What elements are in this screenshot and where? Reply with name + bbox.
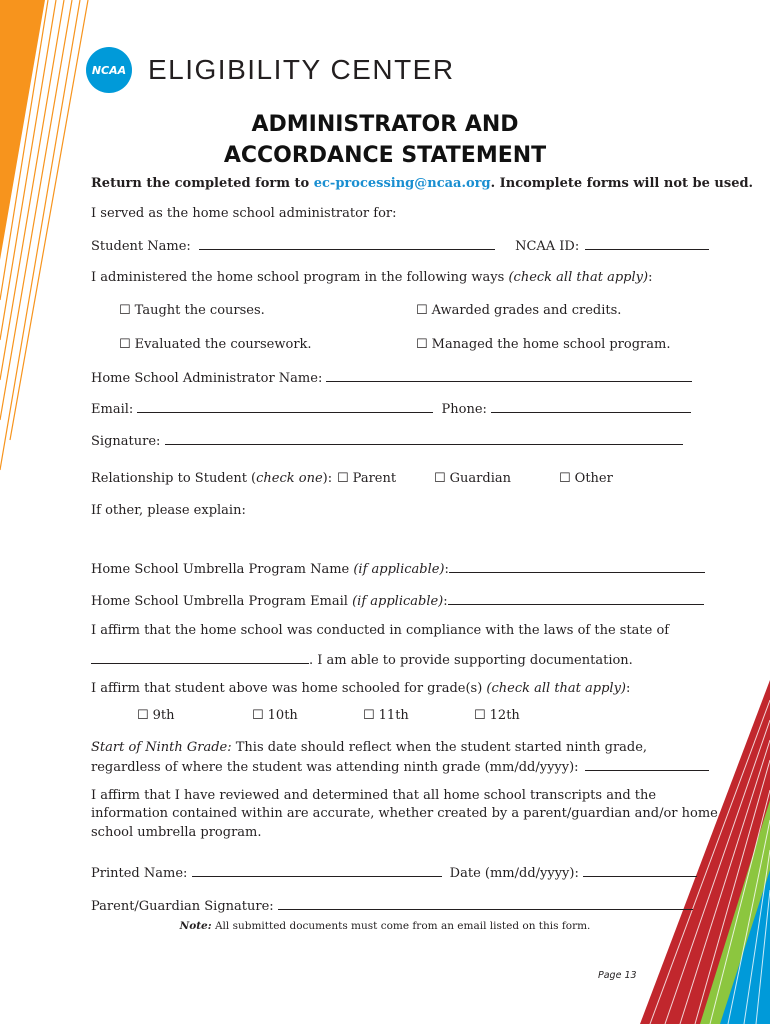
phone-field[interactable]: [491, 400, 691, 413]
state-field[interactable]: [91, 651, 309, 664]
student-name-label: Student Name:: [91, 239, 191, 254]
affirm-transcripts-line-2: information contained within are accurate, whether created by a parent/guardian and/or home: [91, 806, 718, 821]
instructions: [91, 176, 753, 192]
affirm-laws-line-2: [91, 651, 633, 669]
relationship-label: [91, 471, 332, 487]
relationship-label-text: Relationship to Student (: [91, 471, 257, 486]
relationship-parent[interactable]: [337, 471, 396, 487]
signature-row: [91, 432, 683, 450]
parent-signature-row: [91, 897, 693, 915]
printed-name-row: [91, 864, 697, 882]
affirm-transcripts-line-3: school umbrella program.: [91, 825, 262, 840]
umbrella-name-colon: :: [444, 562, 449, 577]
relationship-other[interactable]: [559, 471, 613, 487]
option-taught-label: Taught the courses.: [134, 303, 265, 318]
ncaa-id-label: NCAA ID:: [515, 239, 580, 254]
grade-9-label: 9th: [152, 708, 175, 723]
processing-email-link[interactable]: ec-processing@ncaa.org: [313, 176, 491, 191]
option-evaluated[interactable]: [119, 337, 312, 353]
option-managed-label: Managed the home school program.: [431, 337, 671, 352]
umbrella-email-colon: :: [443, 594, 448, 609]
umbrella-email-hint: (if applicable): [352, 594, 444, 609]
affirm-grades-colon: :: [626, 681, 631, 696]
administered-label: I administered the home school program in the following ways: [91, 270, 509, 285]
ncaa-logo-text: NCAA: [91, 63, 127, 77]
umbrella-email-label: Home School Umbrella Program Email: [91, 594, 353, 609]
served-for-text: I served as the home school administrator for:: [91, 206, 397, 221]
date-label: Date (mm/dd/yyyy):: [449, 866, 579, 881]
checkbox-icon[interactable]: ☐: [119, 303, 131, 318]
affirm-transcripts-line-1: I affirm that I have reviewed and determined that all home school transcripts and the: [91, 788, 657, 803]
umbrella-name-field[interactable]: [449, 560, 705, 573]
ninth-grade-text-2: regardless of where the student was attending ninth grade (mm/dd/yyyy):: [91, 760, 579, 775]
administered-hint: (check all that apply): [508, 270, 649, 285]
grade-10-label: 10th: [267, 708, 298, 723]
checkbox-icon[interactable]: ☐: [559, 471, 571, 486]
ncaa-logo: [86, 47, 132, 93]
instructions-prefix: Return the completed form to: [91, 176, 314, 191]
umbrella-name-hint: (if applicable): [353, 562, 445, 577]
brand-name: ELIGIBILITY CENTER: [148, 54, 455, 85]
if-other-label: If other, please explain:: [91, 503, 246, 518]
checkbox-icon[interactable]: ☐: [416, 303, 428, 318]
relationship-guardian[interactable]: [434, 471, 511, 487]
administered-text: [91, 270, 652, 286]
note-text: All submitted documents must come from an email listed on this form.: [211, 920, 591, 932]
relationship-other-label: Other: [574, 471, 613, 486]
grade-11-label: 11th: [378, 708, 409, 723]
page-number: Page 13: [598, 970, 637, 981]
signature-field[interactable]: [165, 432, 683, 445]
admin-name-row: [91, 369, 692, 387]
checkbox-icon[interactable]: ☐: [137, 708, 149, 723]
email-label: Email:: [91, 402, 134, 417]
parent-signature-label: Parent/Guardian Signature:: [91, 899, 274, 914]
ncaa-id-field[interactable]: [585, 237, 709, 250]
ninth-grade-text-1: This date should reflect when the student started ninth grade,: [231, 740, 648, 755]
admin-name-field[interactable]: [326, 369, 692, 382]
affirm-grades-label: I affirm that student above was home schooled for grade(s): [91, 681, 487, 696]
student-name-field[interactable]: [199, 237, 495, 250]
instructions-suffix: . Incomplete forms will not be used.: [490, 176, 754, 191]
relationship-close: ):: [322, 471, 333, 486]
affirm-laws-line-1: I affirm that the home school was conducted in compliance with the laws of the state of: [91, 623, 670, 638]
checkbox-icon[interactable]: ☐: [416, 337, 428, 352]
option-awarded[interactable]: [416, 303, 621, 319]
checkbox-icon[interactable]: ☐: [363, 708, 375, 723]
relationship-guardian-label: Guardian: [449, 471, 511, 486]
note: [0, 920, 770, 932]
grade-10[interactable]: [252, 708, 298, 724]
admin-name-label: Home School Administrator Name:: [91, 371, 323, 386]
option-evaluated-label: Evaluated the coursework.: [134, 337, 312, 352]
affirm-laws-line-2-text: . I am able to provide supporting documentation.: [309, 653, 633, 668]
option-managed[interactable]: [416, 337, 670, 353]
signature-label: Signature:: [91, 434, 161, 449]
checkbox-icon[interactable]: ☐: [434, 471, 446, 486]
note-label: Note:: [179, 920, 212, 932]
form-title-line-1: ADMINISTRATOR AND: [251, 112, 519, 137]
grade-9[interactable]: [137, 708, 175, 724]
affirm-grades-hint: (check all that apply): [486, 681, 627, 696]
phone-label: Phone:: [441, 402, 487, 417]
ninth-grade-line-2: [91, 758, 709, 776]
contact-row: [91, 400, 691, 418]
option-awarded-label: Awarded grades and credits.: [431, 303, 622, 318]
umbrella-email-row: [91, 592, 704, 610]
grade-12-label: 12th: [489, 708, 520, 723]
ninth-grade-date-field[interactable]: [585, 758, 709, 771]
umbrella-name-row: [91, 560, 705, 578]
parent-signature-field[interactable]: [278, 897, 693, 910]
printed-name-label: Printed Name:: [91, 866, 188, 881]
checkbox-icon[interactable]: ☐: [252, 708, 264, 723]
checkbox-icon[interactable]: ☐: [474, 708, 486, 723]
ninth-grade-line-1: [91, 740, 647, 756]
date-field[interactable]: [583, 864, 697, 877]
umbrella-email-field[interactable]: [448, 592, 704, 605]
email-field[interactable]: [137, 400, 433, 413]
affirm-grades-text: [91, 681, 630, 697]
administered-colon: :: [648, 270, 653, 285]
grade-11[interactable]: [363, 708, 409, 724]
form-title-line-2: ACCORDANCE STATEMENT: [223, 143, 547, 168]
relationship-parent-label: Parent: [352, 471, 397, 486]
option-taught[interactable]: [119, 303, 265, 319]
checkbox-icon[interactable]: ☐: [337, 471, 349, 486]
printed-name-field[interactable]: [192, 864, 442, 877]
relationship-hint: check one: [256, 471, 323, 486]
student-row: [91, 237, 709, 255]
ninth-grade-label: Start of Ninth Grade:: [91, 740, 232, 755]
grade-12[interactable]: [474, 708, 520, 724]
umbrella-name-label: Home School Umbrella Program Name: [91, 562, 354, 577]
checkbox-icon[interactable]: ☐: [119, 337, 131, 352]
